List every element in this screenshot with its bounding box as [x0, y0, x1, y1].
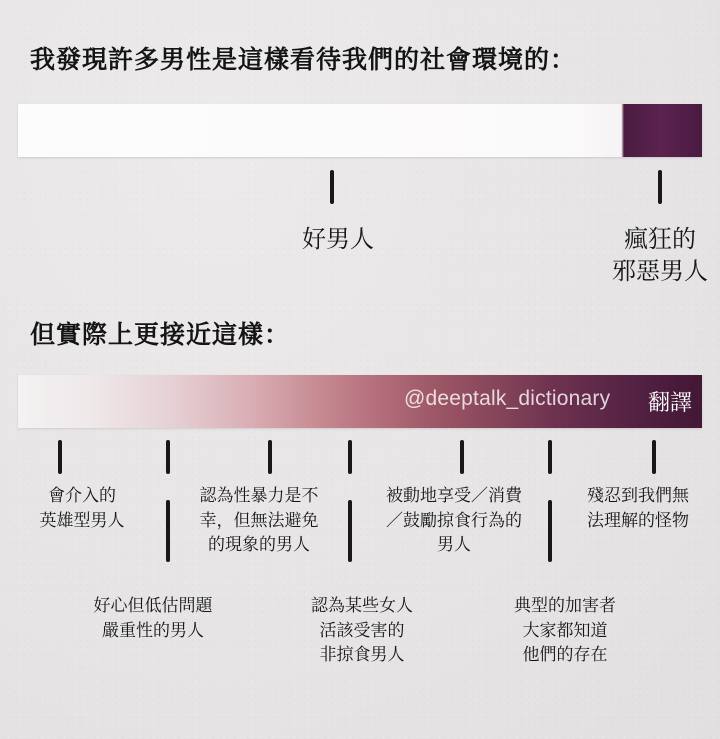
- top-label-evil-men-line2: 邪惡男人: [612, 258, 708, 286]
- heading-second: 但實際上更接近這樣：: [30, 321, 291, 349]
- watermark-handle: @deeptalk_dictionary: [404, 387, 611, 410]
- top-label-good-men-text: 好男人: [302, 226, 374, 253]
- bottom-tick-6: [548, 440, 552, 474]
- bottom-label-underestimate: [58, 594, 248, 643]
- bottom-label-victim-blaming-line3: 非掠食男人: [319, 645, 405, 665]
- bottom-label-victim-blaming-line1: 認為某些女人: [311, 596, 413, 615]
- bottom-label-typical-line3: 他們的存在: [522, 645, 608, 665]
- watermark-suffix: 翻譯: [648, 390, 693, 415]
- bottom-tick-3: [268, 440, 272, 474]
- bottom-label-victim-blaming-line2: 活該受害的: [319, 620, 405, 640]
- bottom-label-monster: [560, 484, 716, 533]
- bottom-label-monster-line1: 殘忍到我們無: [587, 486, 689, 505]
- bottom-tick-5: [460, 440, 464, 474]
- top-label-good-men: [268, 224, 408, 256]
- bottom-label-typical-line1: 典型的加害者: [514, 596, 616, 615]
- bottom-label-victim-blaming: [282, 594, 442, 668]
- top-spectrum-bar: [18, 104, 702, 157]
- bottom-label-unavoidable-line1: 認為性暴力是不: [199, 486, 319, 505]
- top-label-evil-men-line1: 瘋狂的: [624, 226, 696, 253]
- bottom-label-underestimate-line1: 好心但低估問題: [93, 596, 213, 615]
- bottom-label-unavoidable: [168, 484, 350, 558]
- bottom-label-hero-line2: 英雄型男人: [39, 510, 125, 530]
- heading-first: 我發現許多男性是這樣看待我們的社會環境的：: [30, 46, 577, 74]
- top-label-evil-men: [600, 224, 720, 289]
- bottom-label-underestimate-line2: 嚴重性的男人: [102, 620, 204, 640]
- bottom-label-passive-consumer: [358, 484, 550, 558]
- bottom-label-hero: [12, 484, 152, 533]
- top-tick-evil-men: [658, 170, 662, 204]
- bottom-label-typical-line2: 大家都知道: [522, 620, 608, 640]
- bottom-label-passive-line3: 男人: [437, 535, 471, 555]
- bottom-label-passive-line1: 被動地享受／消費: [386, 486, 522, 505]
- bottom-tick-7: [652, 440, 656, 474]
- bottom-label-unavoidable-line3: 的現象的男人: [208, 535, 310, 555]
- bottom-label-passive-line2: ／鼓勵掠食行為的: [386, 510, 522, 530]
- bottom-label-typical-perpetrator: [480, 594, 650, 668]
- top-tick-good-men: [330, 170, 334, 204]
- bottom-tick-4: [348, 440, 352, 474]
- bottom-label-hero-line1: 會介入的: [48, 486, 116, 505]
- bottom-tick-2: [166, 440, 170, 474]
- bottom-tick-1: [58, 440, 62, 474]
- bottom-label-monster-line2: 法理解的怪物: [587, 510, 689, 530]
- bottom-label-unavoidable-line2: 幸，但無法避免: [199, 510, 319, 530]
